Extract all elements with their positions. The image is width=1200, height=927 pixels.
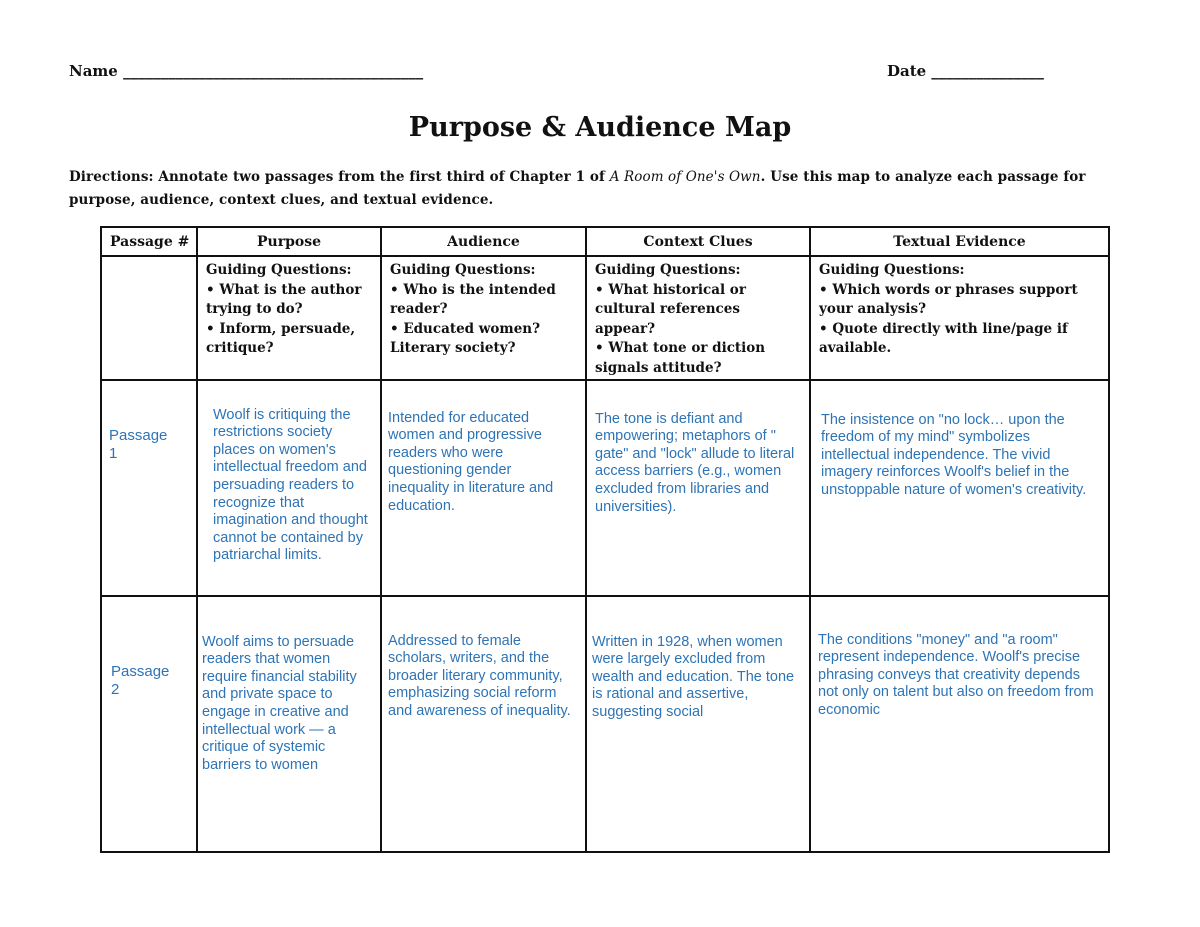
guiding-line: • Who is the intended reader? [390, 281, 556, 318]
directions-text-before: Annotate two passages from the first third of Chapter 1 of [153, 169, 610, 185]
book-title: A Room of One's Own [609, 169, 761, 185]
purpose-cell[interactable] [197, 380, 381, 596]
passage-cell [101, 380, 197, 596]
context-clues-answer: Written in 1928, when women were largely excluded from wealth and education. The tone is rational and assertive, suggesting social [592, 633, 795, 720]
guiding-line: • What historical or cultural references appear? [595, 281, 746, 337]
guiding-audience [381, 256, 586, 380]
name-field-label: Name ________________________________________ [69, 62, 424, 80]
guiding-line: • What tone or diction signals attitude? [595, 340, 766, 376]
directions-text-after: . Use this map to analyze each passage for purpose, audience, context clues, and textual evidence. [69, 169, 1086, 208]
purpose-audience-table [100, 226, 1110, 853]
guiding-label: Guiding Questions: [595, 262, 741, 278]
audience-answer: Intended for educated women and progressive readers who were questioning gender inequality in literature and education. [388, 409, 554, 514]
guiding-line: • Educated women? Literary society? [390, 320, 541, 357]
guiding-label: Guiding Questions: [819, 262, 965, 278]
purpose-cell[interactable] [197, 596, 381, 852]
directions-label: Directions: [69, 169, 154, 185]
guiding-label: Guiding Questions: [390, 262, 536, 278]
date-field-label: Date _______________ [887, 62, 1044, 80]
table-row [101, 596, 1109, 852]
guiding-line: • What is the author trying to do? [206, 281, 362, 318]
guiding-empty-cell [101, 256, 197, 380]
guiding-label: Guiding Questions: [206, 262, 352, 278]
header-context-clues: Context Clues [586, 227, 810, 256]
guiding-purpose [197, 256, 381, 380]
header-passage: Passage # [101, 227, 197, 256]
passage-label: Passage 2 [111, 662, 170, 698]
table-row [101, 380, 1109, 596]
header-purpose: Purpose [197, 227, 381, 256]
header-row [101, 227, 1109, 256]
header-audience: Audience [381, 227, 586, 256]
context-clues-cell[interactable] [586, 380, 810, 596]
audience-cell[interactable] [381, 596, 586, 852]
page-title: Purpose & Audience Map [408, 112, 792, 143]
audience-answer: Addressed to female scholars, writers, and the broader literary community, emphasizing social reform and awareness of inequality. [388, 632, 571, 719]
guiding-line: • Which words or phrases support your analysis? [819, 281, 1078, 318]
textual-evidence-answer: The insistence on "no lock… upon the freedom of my mind" symbolizes intellectual independence. The vivid imagery reinforces Woolf's belief in the unstoppable nature of women's creativity. [821, 411, 1087, 498]
textual-evidence-cell[interactable] [810, 380, 1109, 596]
guiding-line: • Inform, persuade, critique? [206, 320, 356, 357]
textual-evidence-cell[interactable] [810, 596, 1109, 852]
guiding-questions-row [101, 256, 1109, 380]
guiding-line: • Quote directly with line/page if available. [819, 320, 1068, 357]
purpose-answer: Woolf aims to persuade readers that women require financial stability and private space to engage in creative and intellectual work — a critique of systemic barriers to women [202, 633, 357, 773]
header-textual-evidence: Textual Evidence [810, 227, 1109, 256]
audience-cell[interactable] [381, 380, 586, 596]
guiding-context [586, 256, 810, 380]
purpose-answer: Woolf is critiquing the restrictions society places on women's intellectual freedom and persuading readers to recognize that imagination and thought cannot be contained by patriarchal limits. [213, 406, 368, 564]
guiding-evidence [810, 256, 1109, 380]
context-clues-answer: The tone is defiant and empowering; metaphors of " gate" and "lock" allude to literal access barriers (e.g., women excluded from libraries and universities). [595, 410, 795, 515]
context-clues-cell[interactable] [586, 596, 810, 852]
passage-label: Passage 1 [109, 426, 168, 462]
textual-evidence-answer: The conditions "money" and "a room" represent independence. Woolf's precise phrasing conveys that creativity depends not only on talent but also on freedom from economic [818, 631, 1094, 718]
passage-cell [101, 596, 197, 852]
directions [69, 166, 1129, 212]
